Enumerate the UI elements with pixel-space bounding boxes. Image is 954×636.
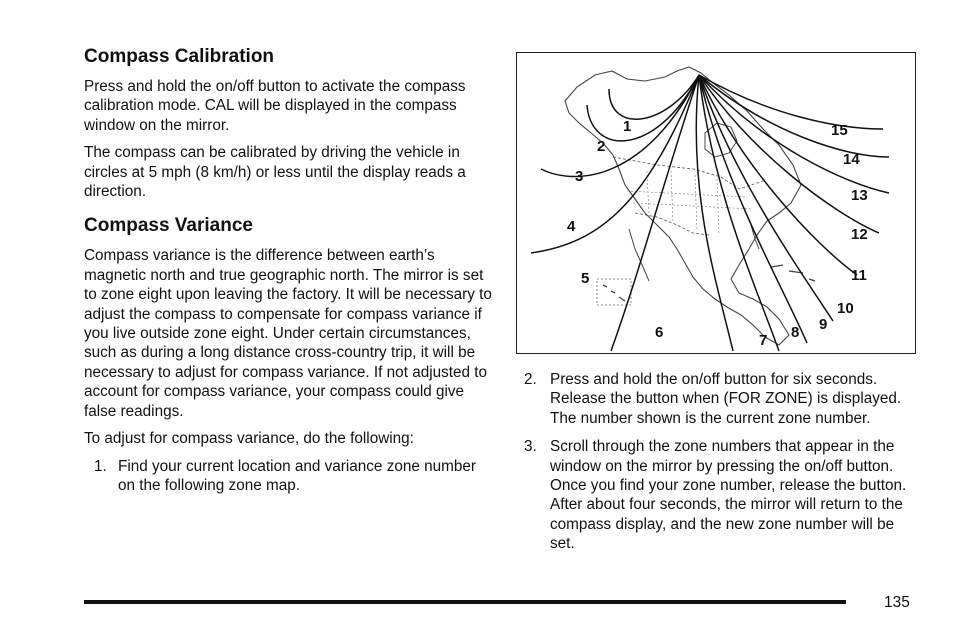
zone-label-2: 2 — [597, 138, 606, 155]
step-number: 1. — [94, 457, 107, 475]
list-item — [516, 437, 920, 553]
zone-label-11: 11 — [851, 267, 867, 284]
section-heading-variance: Compass Variance — [84, 215, 253, 237]
footer-rule — [84, 600, 846, 604]
step-text: Find your current location and variance zone number on the following zone map. — [118, 457, 476, 494]
zone-line-3 — [541, 75, 699, 177]
zone-label-8: 8 — [791, 324, 800, 341]
zone-line-4 — [531, 75, 699, 253]
right-column — [516, 52, 920, 563]
caribbean-islands — [771, 265, 815, 281]
us-canada-border — [613, 157, 763, 189]
zone-label-1: 1 — [623, 118, 632, 135]
zone-label-3: 3 — [575, 168, 584, 185]
step-number: 3. — [524, 438, 537, 456]
zone-label-4: 4 — [567, 218, 576, 235]
hawaii-islands — [603, 285, 625, 301]
zone-map — [516, 52, 916, 354]
zone-label-13: 13 — [851, 187, 868, 204]
zone-line-7 — [699, 75, 779, 351]
page-number: 135 — [884, 594, 910, 611]
baja-peninsula — [629, 229, 649, 281]
step-text: Press and hold the on/off button for six seconds. Release the button when (FOR ZONE) is displayed. The number shown is the current zone number. — [550, 371, 902, 427]
zone-line-9 — [699, 75, 833, 321]
step-text: Scroll through the zone numbers that appear in the window on the mirror by pressing the on/off button. Once you find your zone number, release the button. After about four seconds, the mirror will return to the compass display, and the new zone number will be set. — [550, 438, 907, 553]
list-item — [516, 370, 920, 428]
state-borders — [627, 171, 753, 233]
us-mexico-border — [635, 213, 709, 235]
zone-label-7: 7 — [759, 332, 768, 349]
continent-outline — [565, 67, 801, 345]
zone-label-14: 14 — [843, 151, 860, 168]
zone-label-12: 12 — [851, 226, 868, 243]
zone-line-10 — [699, 75, 857, 275]
zone-label-10: 10 — [837, 300, 854, 317]
zone-map-figure — [517, 53, 915, 352]
zone-label-5: 5 — [581, 270, 590, 287]
calibration-paragraph-1: Press and hold the on/off button to activate the compass calibration mode. CAL will be displayed in the compass window on the mirror. — [84, 78, 466, 134]
section-heading-calibration: Compass Calibration — [84, 46, 275, 67]
zone-label-15: 15 — [831, 122, 848, 139]
steps-list-left — [84, 457, 494, 496]
variance-paragraph-2: To adjust for compass variance, do the following: — [84, 430, 414, 448]
step-number: 2. — [524, 371, 537, 388]
zone-label-6: 6 — [655, 324, 664, 341]
zone-line-2 — [587, 75, 699, 141]
list-item — [84, 457, 494, 496]
steps-list-right — [516, 370, 920, 554]
variance-paragraph-1: Compass variance is the difference between earth’s magnetic north and true geographic north. The mirror is set to zone eight upon leaving the factory. It will be necessary to adjust the compass to compensate for compass variance if you live outside zone eight. Under certain circumstances, such as during a long distance cross-country trip, it will be necessary to adjust for compass variance. If not adjusted to account for compass variance, your compass could give false readings. — [84, 247, 492, 420]
calibration-paragraph-2: The compass can be calibrated by driving the vehicle in circles at 5 mph (8 km/h) or less until the display reads a direction. — [84, 144, 466, 201]
left-column — [84, 46, 494, 504]
zone-label-9: 9 — [819, 316, 828, 333]
